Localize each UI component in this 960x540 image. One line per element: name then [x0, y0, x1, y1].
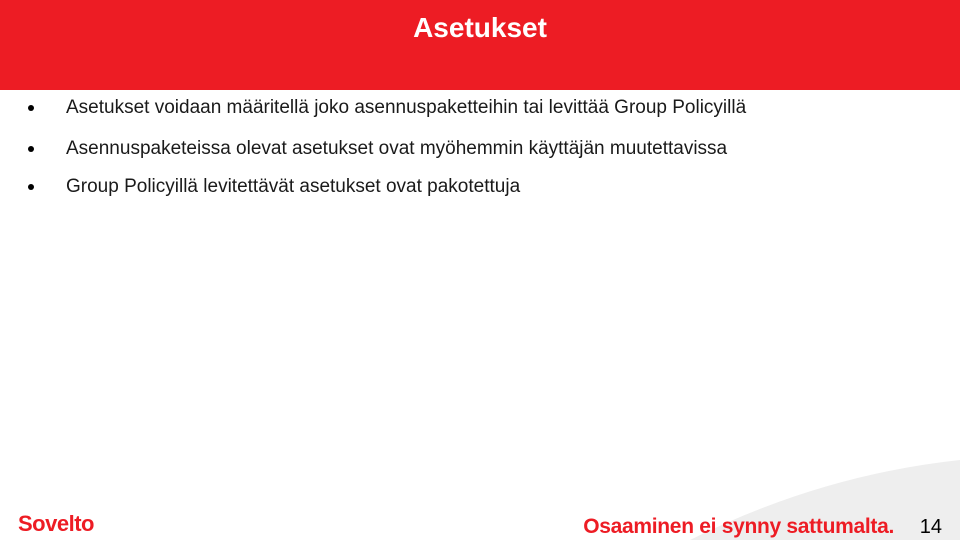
- footer-tagline: Osaaminen ei synny sattumalta.: [583, 515, 894, 538]
- sovelto-logo: Sovelto: [18, 511, 94, 536]
- bullet-text: Asennuspaketeissa olevat asetukset ovat myöhemmin käyttäjän muutettavissa: [66, 138, 728, 159]
- bullet-item: [0, 95, 940, 125]
- bullet-dot-icon: [28, 146, 34, 152]
- page-number: 14: [919, 516, 942, 538]
- slide-title: Asetukset: [413, 12, 547, 43]
- bullet-item: [0, 136, 940, 166]
- bullet-text: Asetukset voidaan määritellä joko asennuspaketteihin tai levittää Group Policyillä: [66, 97, 747, 118]
- bullet-text: Group Policyillä levitettävät asetukset ovat pakotettuja: [66, 176, 521, 197]
- bullet-dot-icon: [28, 184, 34, 190]
- bullet-dot-icon: [28, 105, 34, 111]
- bullet-item: [0, 174, 940, 204]
